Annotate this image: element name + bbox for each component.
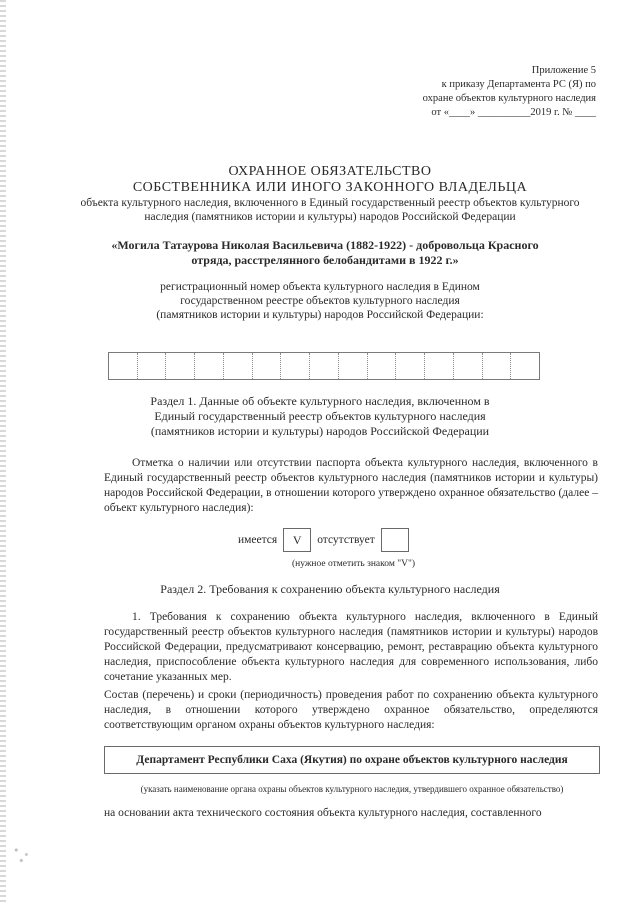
section1-title: Раздел 1. Данные об объекте культурного наследия, включенном в Единый государственный реестр объектов культурного наследия (памятников истории и культуры) народов Российской Федерации [150, 394, 490, 438]
department-field[interactable]: Департамент Республики Саха (Якутия) по охране объектов культурного наследия [104, 746, 600, 774]
registration-digit-cell[interactable] [339, 353, 368, 379]
registration-digit-cell[interactable] [310, 353, 339, 379]
passport-absent-checkbox[interactable] [381, 528, 409, 552]
title-subtitle: объекта культурного наследия, включенного в Единый государственный реестр объектов культурного наследия (памятников истории и культуры) народов Российской Федерации [80, 197, 580, 223]
basis-paragraph: на основании акта технического состояния объекта культурного наследия, составленного [104, 807, 542, 819]
scan-artifact [6, 838, 40, 868]
appendix-line: от «____» __________2019 г. № ____ [431, 107, 596, 118]
appendix-header [376, 64, 596, 120]
registration-label: регистрационный номер объекта культурного наследия в Едином государственном реестре объектов культурного наследия (памятников истории и культуры) народов Российской Федерации: [156, 281, 484, 321]
section2-title: Раздел 2. Требования к сохранению объекта культурного наследия [160, 582, 500, 596]
section1-paragraph: Отметка о наличии или отсутствии паспорта объекта культурного наследия, включенного в Единый государственный реестр объектов культурного наследия (памятников истории и культуры) народов Российской Федерации, в отношении которого утверждено охранное обязательство (далее – объект культурного наследия): [104, 457, 598, 514]
registration-digit-cell[interactable] [396, 353, 425, 379]
registration-digit-cell[interactable] [166, 353, 195, 379]
passport-choice-note: (нужное отметить знаком "V") [292, 559, 415, 569]
registration-digit-cell[interactable] [483, 353, 512, 379]
appendix-line: к приказу Департамента РС (Я) по [441, 79, 596, 90]
department-field-note: (указать наименование органа охраны объектов культурного наследия, утвердившего охранное обязательство) [140, 784, 564, 794]
registration-digit-cell[interactable] [281, 353, 310, 379]
appendix-line: охране объектов культурного наследия [422, 93, 596, 104]
section2-item-1 [104, 610, 598, 685]
registration-digit-cell[interactable] [109, 353, 138, 379]
section2-item-1-text: 1. Требования к сохранению объекта культурного наследия, включенного в Единый государственный реестр объектов культурного наследия (памятников истории и культуры) народов Российской Федерации, предусматривают консервацию, ремонт, реставрацию объекта культурного наследия, приспособление объекта культурного наследия для современного использования, либо сочетание указанных мер. [104, 611, 598, 683]
registration-digit-cell[interactable] [368, 353, 397, 379]
scan-binding-edge [0, 0, 6, 905]
registration-digit-cell[interactable] [454, 353, 483, 379]
registration-digit-cell[interactable] [511, 353, 539, 379]
title-line-1: ОХРАННОЕ ОБЯЗАТЕЛЬСТВО [228, 164, 432, 179]
section2-item-1-continuation: Состав (перечень) и сроки (периодичность) проведения работ по сохранению объекта культурного наследия, в отношении которого утверждено охранное обязательство, определяются соответствующим органом охраны объектов культурного наследия: [104, 689, 598, 731]
object-name: «Могила Татаурова Николая Васильевича (1882-1922) - добровольца Красного отряда, расстрелянного белобандитами в 1922 г.» [111, 238, 539, 267]
registration-digit-cell[interactable] [425, 353, 454, 379]
passport-choice [238, 527, 415, 553]
registration-digit-cell[interactable] [195, 353, 224, 379]
passport-absent-label: отсутствует [317, 534, 375, 546]
registration-number-grid[interactable] [108, 352, 540, 380]
title-line-2: СОБСТВЕННИКА ИЛИ ИНОГО ЗАКОННОГО ВЛАДЕЛЬЦА [132, 180, 528, 195]
registration-digit-cell[interactable] [138, 353, 167, 379]
document-title [80, 164, 580, 224]
passport-exists-checkbox[interactable]: V [283, 528, 311, 552]
registration-digit-cell[interactable] [253, 353, 282, 379]
registration-digit-cell[interactable] [224, 353, 253, 379]
appendix-line: Приложение 5 [531, 65, 596, 76]
passport-exists-label: имеется [238, 534, 278, 546]
